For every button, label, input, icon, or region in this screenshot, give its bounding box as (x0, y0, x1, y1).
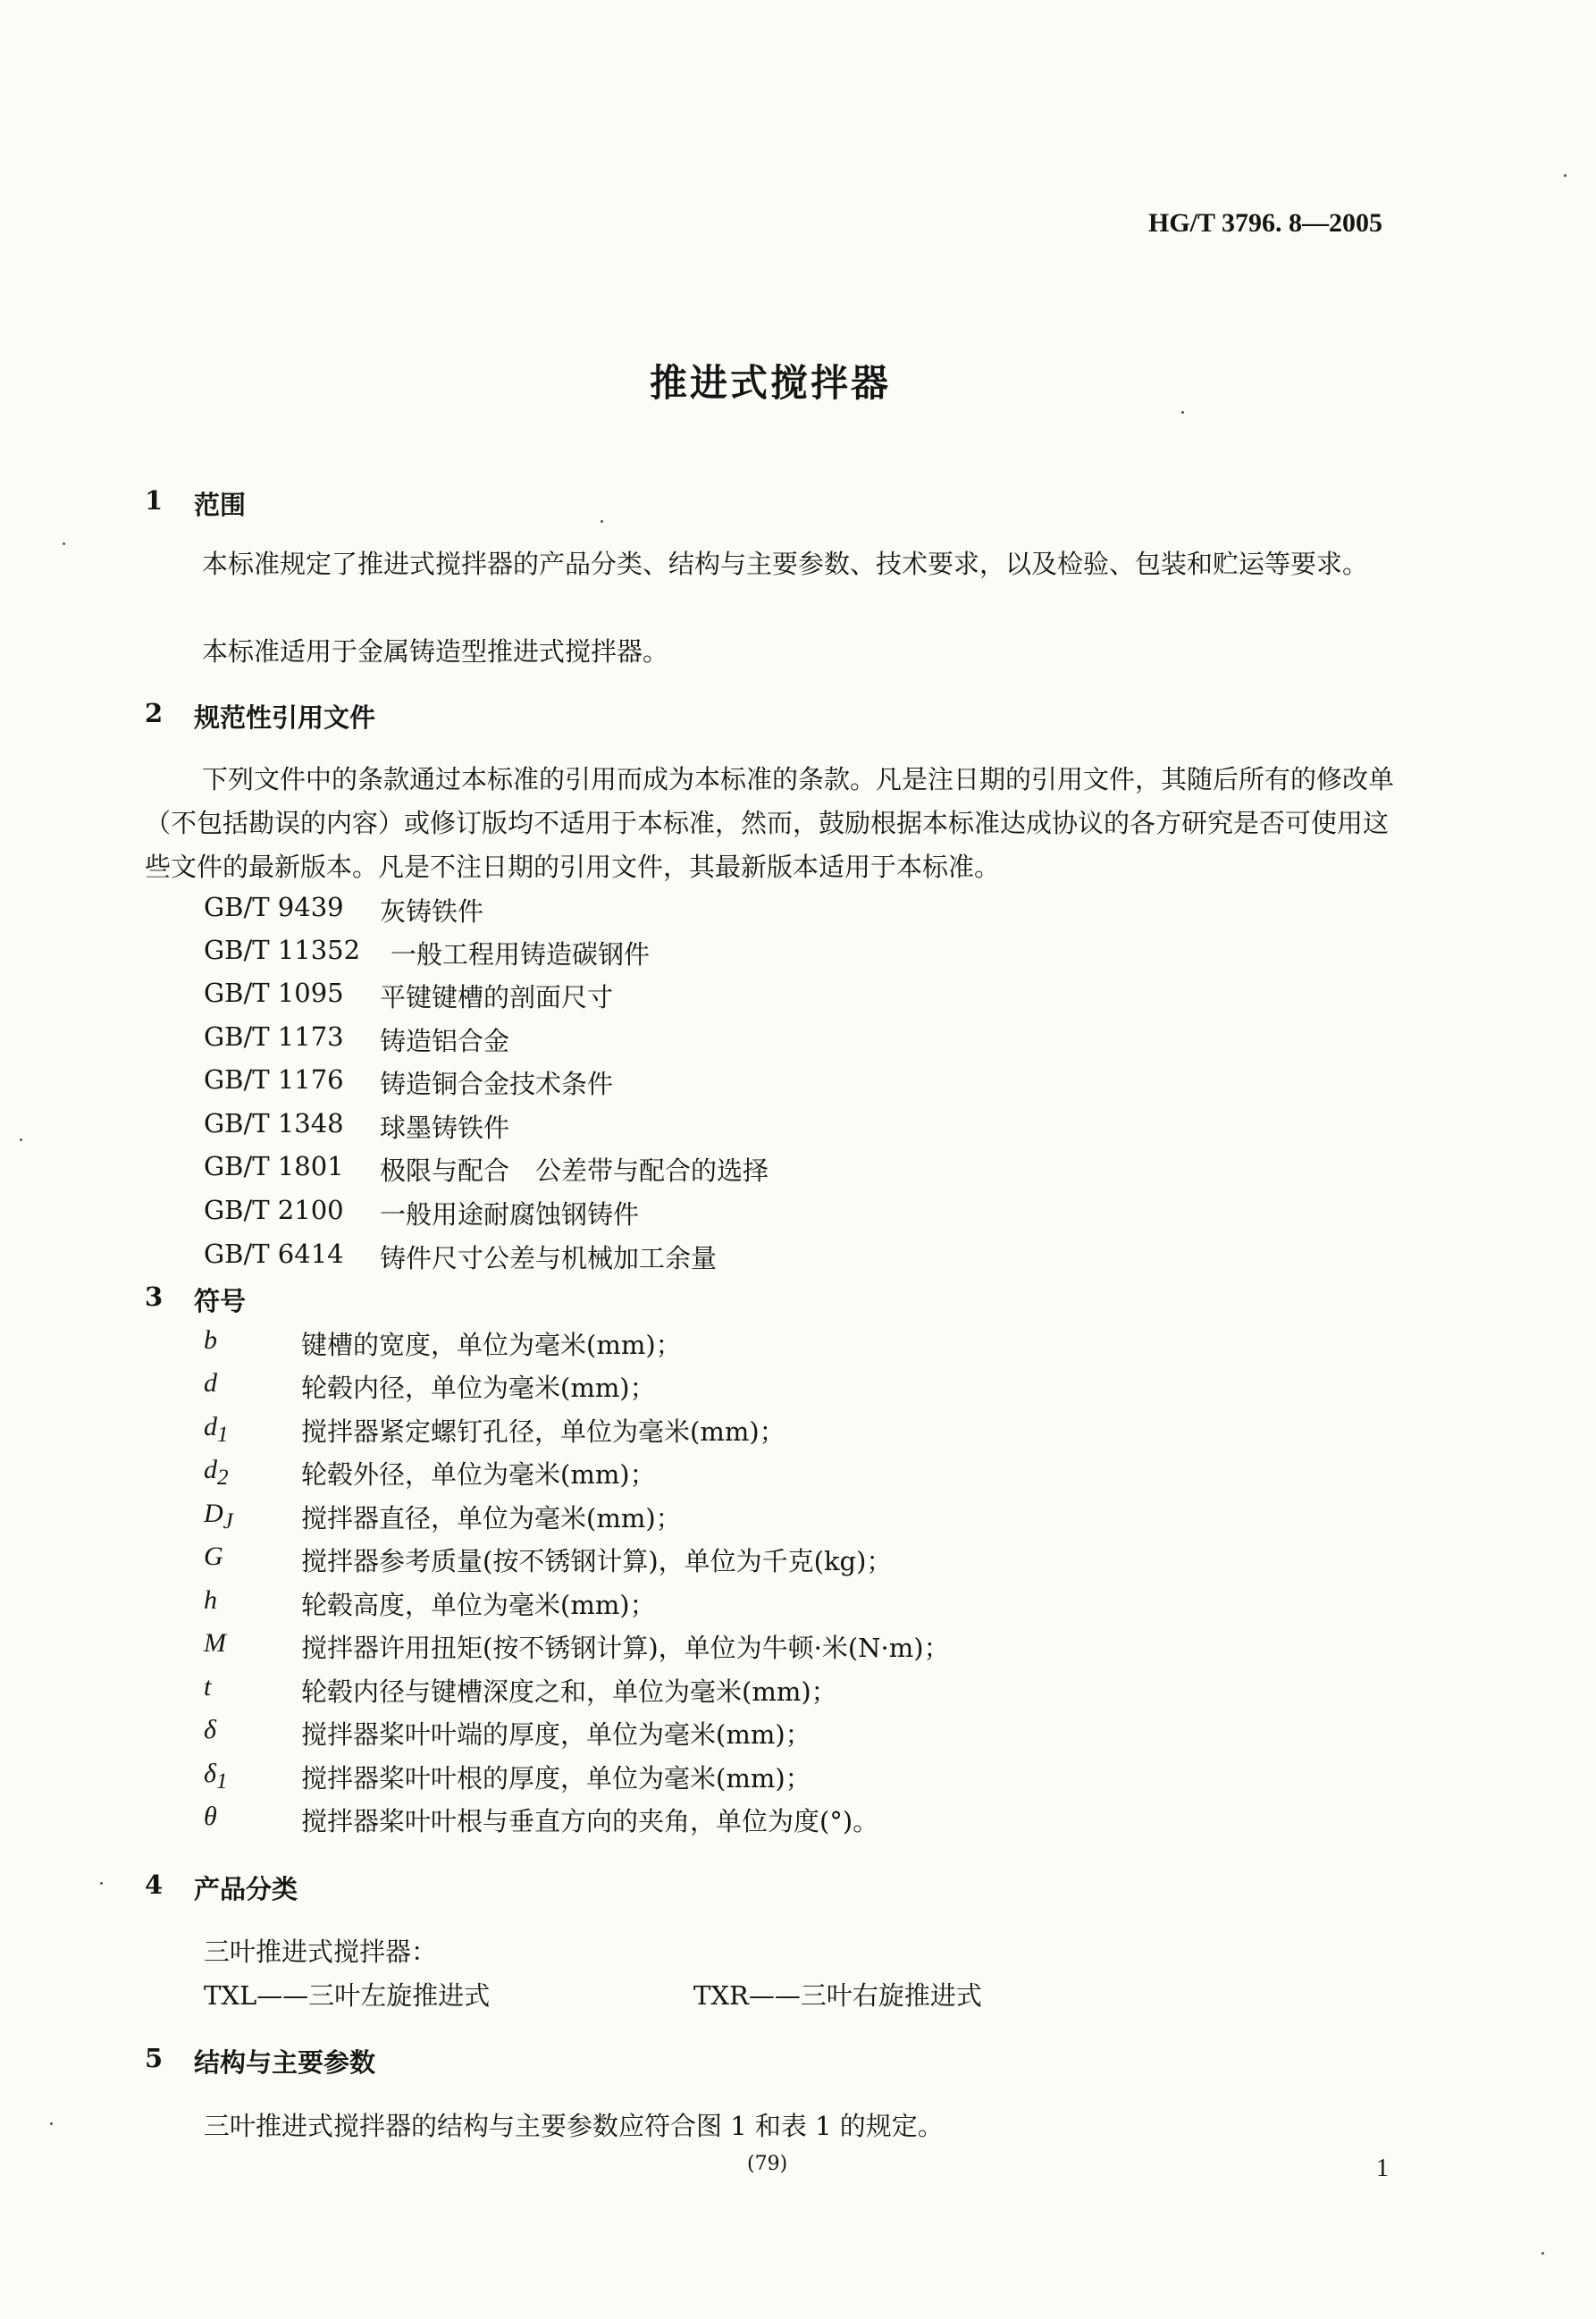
references-intro (145, 758, 1412, 889)
symbol-subscript: 1 (217, 1423, 229, 1447)
scan-speck (100, 1882, 103, 1885)
section-title: 规范性引用文件 (194, 702, 376, 733)
symbol (204, 1628, 226, 1659)
symbol-char: d (204, 1368, 217, 1398)
page-number: 1 (1376, 2155, 1389, 2182)
symbol-char: h (204, 1585, 217, 1615)
reference-title: 一般用途耐腐蚀钢铸件 (380, 1199, 640, 1230)
symbol-description: 轮毂外径，单位为毫米(mm)； (301, 1459, 656, 1490)
symbol-char: t (204, 1672, 212, 1701)
classification-intro: 三叶推进式搅拌器： (204, 1937, 438, 1967)
symbol-subscript: 1 (215, 1769, 228, 1794)
product-type-name: 三叶左旋推进式 (308, 1980, 491, 2011)
reference-title: 铸件尺寸公差与机械加工余量 (380, 1243, 718, 1273)
reference-title: 铸造铜合金技术条件 (380, 1069, 614, 1099)
product-type-txr (693, 1976, 982, 2012)
product-type-dash: —— (748, 1980, 801, 2011)
symbol-description: 键槽的宽度，单位为毫米(mm)； (301, 1330, 682, 1360)
symbol (204, 1759, 227, 1794)
reference-title: 平键键槽的剖面尺寸 (380, 982, 614, 1012)
symbol-char: d (204, 1455, 217, 1484)
scan-speck (50, 2122, 53, 2125)
symbol-description: 搅拌器紧定螺钉孔径，单位为毫米(mm)； (301, 1416, 785, 1447)
paragraph-text: 本标准规定了推进式搅拌器的产品分类、结构与主要参数、技术要求，以及检验、包装和贮运等要求。 (202, 549, 1369, 579)
symbol (204, 1325, 217, 1356)
section-number: 5 (145, 2043, 164, 2073)
symbol (204, 1368, 217, 1399)
symbol-description: 搅拌器桨叶叶根与垂直方向的夹角，单位为度(°)。 (301, 1806, 879, 1836)
section-title: 产品分类 (194, 1874, 298, 1904)
symbol-description: 搅拌器参考质量(按不锈钢计算)，单位为千克(kg)； (301, 1546, 893, 1576)
scan-speck (1541, 2252, 1544, 2255)
section-title: 符号 (194, 1286, 247, 1316)
symbol (204, 1412, 229, 1448)
symbol (204, 1585, 217, 1616)
symbol (204, 1499, 233, 1534)
product-type-name: 三叶右旋推进式 (800, 1980, 982, 2011)
reference-code: GB/T 11352 (204, 935, 361, 965)
reference-code: GB/T 1801 (204, 1151, 344, 1181)
symbol (204, 1455, 229, 1491)
symbol-char: δ (204, 1759, 216, 1788)
symbol-description: 搅拌器桨叶叶端的厚度，单位为毫米(mm)； (301, 1719, 811, 1750)
section-number: 4 (145, 1869, 164, 1900)
symbol (204, 1672, 211, 1702)
symbol-char: M (204, 1628, 226, 1658)
symbol-description: 搅拌器许用扭矩(按不锈钢计算)，单位为牛顿·米(N·m)； (301, 1633, 950, 1663)
product-type-code: TXL (204, 1980, 257, 2011)
reference-code: GB/T 6414 (204, 1239, 344, 1269)
symbol-char: G (204, 1542, 223, 1571)
symbol (204, 1715, 216, 1745)
reference-code: GB/T 1348 (204, 1108, 344, 1138)
reference-code: GB/T 1095 (204, 978, 344, 1008)
section-number: 3 (145, 1281, 164, 1312)
symbol-char: θ (204, 1802, 217, 1831)
document-title: 推进式搅拌器 (650, 361, 892, 405)
reference-title: 球墨铸铁件 (380, 1113, 510, 1143)
symbol-description: 轮毂高度，单位为毫米(mm)； (301, 1590, 656, 1620)
symbol-subscript: J (223, 1509, 233, 1533)
symbol-char: b (204, 1325, 217, 1355)
scan-speck (63, 542, 65, 545)
reference-code: GB/T 1173 (204, 1021, 344, 1052)
symbol-char: d (204, 1412, 217, 1441)
reference-title: 灰铸铁件 (380, 896, 484, 927)
scan-speck (1181, 411, 1184, 414)
symbol-char: δ (204, 1715, 216, 1744)
section-title: 范围 (194, 490, 247, 520)
section-number: 1 (145, 485, 164, 516)
reference-code: GB/T 9439 (204, 892, 344, 922)
reference-code: GB/T 2100 (204, 1195, 344, 1225)
scan-speck (601, 520, 603, 523)
structure-paragraph: 三叶推进式搅拌器的结构与主要参数应符合图 1 和表 1 的规定。 (204, 2111, 944, 2141)
section-title: 结构与主要参数 (194, 2047, 376, 2078)
paragraph-text: 下列文件中的条款通过本标准的引用而成为本标准的条款。凡是注日期的引用文件，其随后所有的修改单（不包括勘误的内容）或修订版均不适用于本标准，然而，鼓励根据本标准达成协议的各方研究是否可使用这些文件的最新版本。凡是不注日期的引用文件，其最新版本适用于本标准。 (145, 764, 1395, 882)
symbol-description: 轮毂内径，单位为毫米(mm)； (301, 1373, 656, 1403)
reference-title: 极限与配合 公差带与配合的选择 (380, 1155, 769, 1186)
symbol (204, 1542, 223, 1572)
folio-number: (79) (747, 2153, 788, 2175)
scan-speck (20, 1138, 22, 1141)
reference-title: 铸造铝合金 (380, 1026, 510, 1056)
symbol-description: 搅拌器桨叶叶根的厚度，单位为毫米(mm)； (301, 1763, 811, 1794)
symbol-subscript: 2 (217, 1466, 229, 1490)
product-type-code: TXR (693, 1980, 749, 2011)
reference-code: GB/T 1176 (204, 1064, 344, 1095)
product-type-dash: —— (256, 1980, 309, 2011)
symbol-char: D (204, 1499, 223, 1528)
section-number: 2 (145, 698, 164, 728)
scope-paragraph-1 (145, 542, 1412, 586)
scope-paragraph-2 (145, 630, 1412, 674)
paragraph-text: 本标准适用于金属铸造型推进式搅拌器。 (202, 636, 669, 667)
product-type-txl (204, 1976, 490, 2012)
symbol (204, 1802, 217, 1832)
symbol-description: 搅拌器直径，单位为毫米(mm)； (301, 1503, 682, 1533)
reference-title: 一般工程用铸造碳钢件 (391, 939, 651, 970)
symbol-description: 轮毂内径与键槽深度之和，单位为毫米(mm)； (301, 1676, 837, 1707)
scan-speck (1564, 174, 1567, 177)
standard-number: HG/T 3796. 8—2005 (1148, 208, 1382, 238)
